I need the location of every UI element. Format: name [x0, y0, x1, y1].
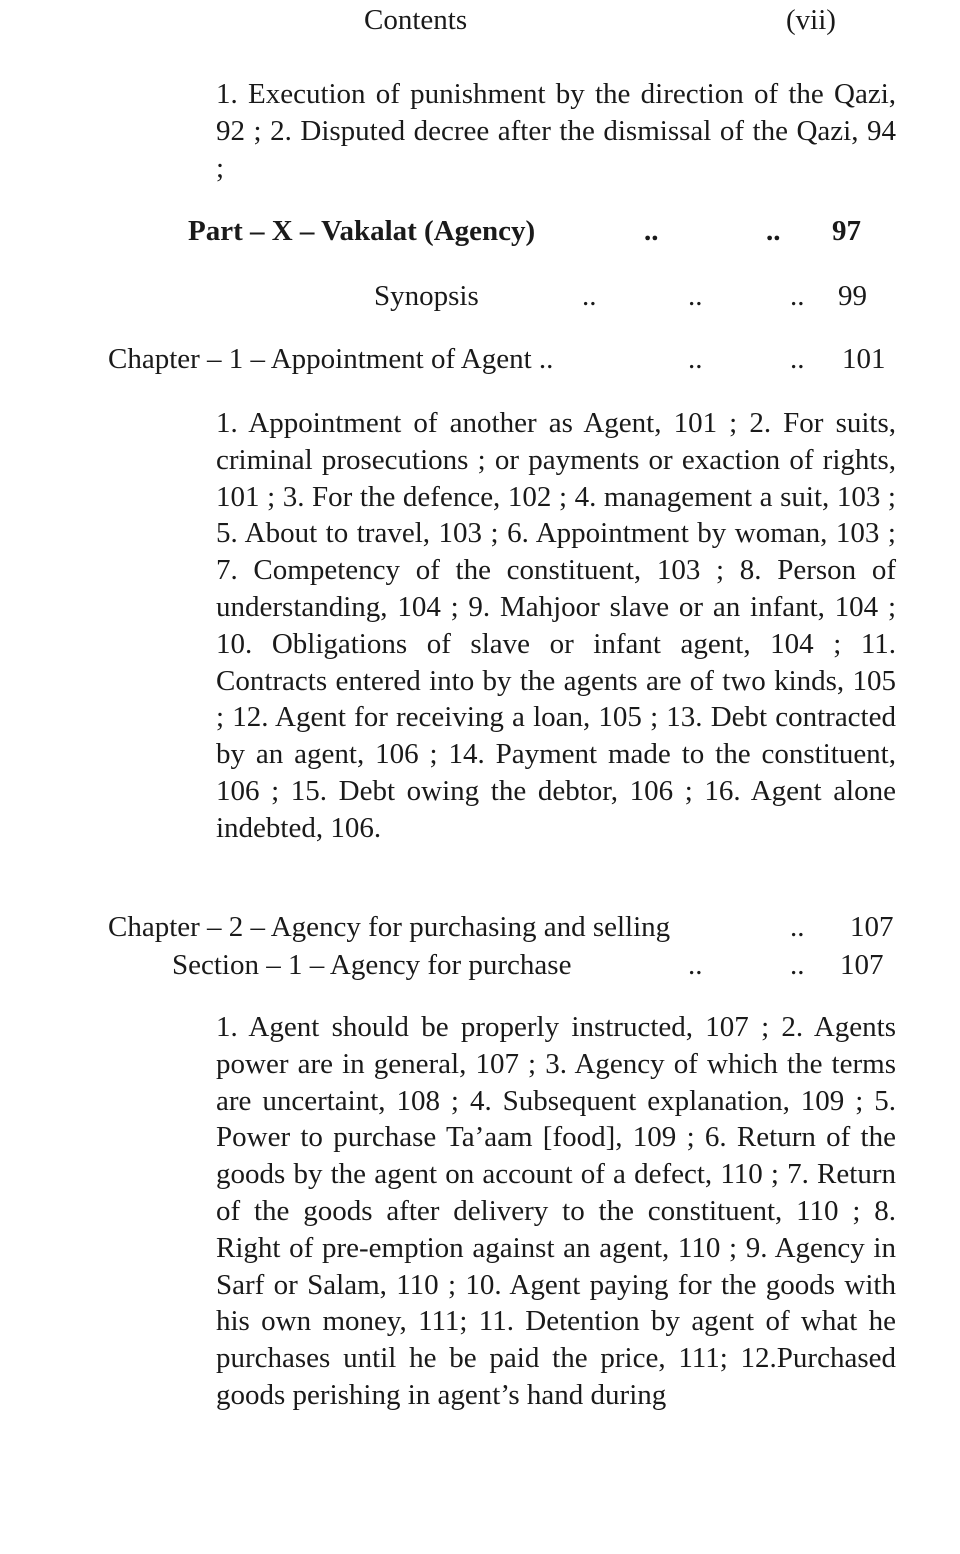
toc-leader: ..: [688, 280, 703, 312]
running-header-title: Contents: [364, 4, 468, 36]
toc-entry-chapter-1: [108, 341, 886, 377]
toc-entry-title: Chapter – 2 – Agency for purchasing and selling: [108, 911, 671, 943]
toc-entry-title: Synopsis: [374, 280, 479, 312]
toc-entry-title: Part – X – Vakalat (Agency): [188, 215, 536, 247]
toc-page-number: 107: [840, 949, 884, 981]
toc-page-number: 97: [832, 215, 861, 247]
toc-page-number: 107: [850, 911, 894, 943]
toc-entry-chapter-2: [108, 909, 894, 945]
toc-leader: ..: [688, 343, 703, 375]
toc-leader: ..: [790, 949, 805, 981]
toc-leader: ..: [766, 215, 781, 247]
toc-page-number: 101: [842, 343, 886, 375]
toc-description-paragraph: 1. Execution of punishment by the direction of the Qazi, 92 ; 2. Disputed decree after the dismissal of the Qazi, 94 ;: [216, 78, 896, 184]
toc-description-paragraph: 1. Agent should be properly instructed, 107 ; 2. Agents power are in general, 107 ; 3. Agency of which the terms are uncertaint, 108 ; 4. Subsequent explanation, 109 ; 5. Power to purchase Ta’aam [food], 109 ; 6. Return of the goods by the agent on account of a defect, 110 ; 7. Return of the goods after delivery to the constituent, 110 ; 8. Right of pre-emption against an agent, 110 ; 9. Agency in Sarf or Salam, 110 ; 10. Agent paying for the goods with his own money, 111; 11. Detention by agent of what he purchases until he be paid the price, 111; 12.Purchased goods perishing in agent’s hand during: [216, 1011, 896, 1411]
toc-entry-title: Chapter – 1 – Appointment of Agent ..: [108, 343, 554, 375]
toc-description-paragraph: 1. Appointment of another as Agent, 101 ; 2. For suits, criminal prosecutions ; or payments or exaction of rights, 101 ; 3. For the defence, 102 ; 4. management a suit, 103 ; 5. About to travel, 103 ; 6. Appointment by woman, 103 ; 7. Competency of the constituent, 103 ; 8. Person of understanding, 104 ; 9. Mahjoor slave or an infant, 104 ; 10. Obligations of slave or infant agent, 104 ; 11. Contracts entered into by the agents are of two kinds, 105 ; 12. Agent for receiving a loan, 105 ; 13. Debt contracted by an agent, 106 ; 14. Payment made to the constituent, 106 ; 15. Debt owing the debtor, 106 ; 16. Agent alone indebted, 106.: [216, 407, 896, 844]
toc-entry-title: Section – 1 – Agency for purchase: [172, 949, 572, 981]
toc-leader: ..: [582, 280, 597, 312]
toc-entry-part-x: [188, 213, 861, 249]
toc-leader: ..: [688, 949, 703, 981]
toc-leader: ..: [790, 911, 805, 943]
toc-leader: ..: [790, 280, 805, 312]
toc-leader: ..: [790, 343, 805, 375]
toc-leader: ..: [644, 215, 659, 247]
running-header-page-number: (vii): [786, 4, 836, 36]
toc-entry-section-1: [172, 947, 884, 983]
toc-entry-synopsis: [374, 278, 867, 314]
toc-page-number: 99: [838, 280, 867, 312]
